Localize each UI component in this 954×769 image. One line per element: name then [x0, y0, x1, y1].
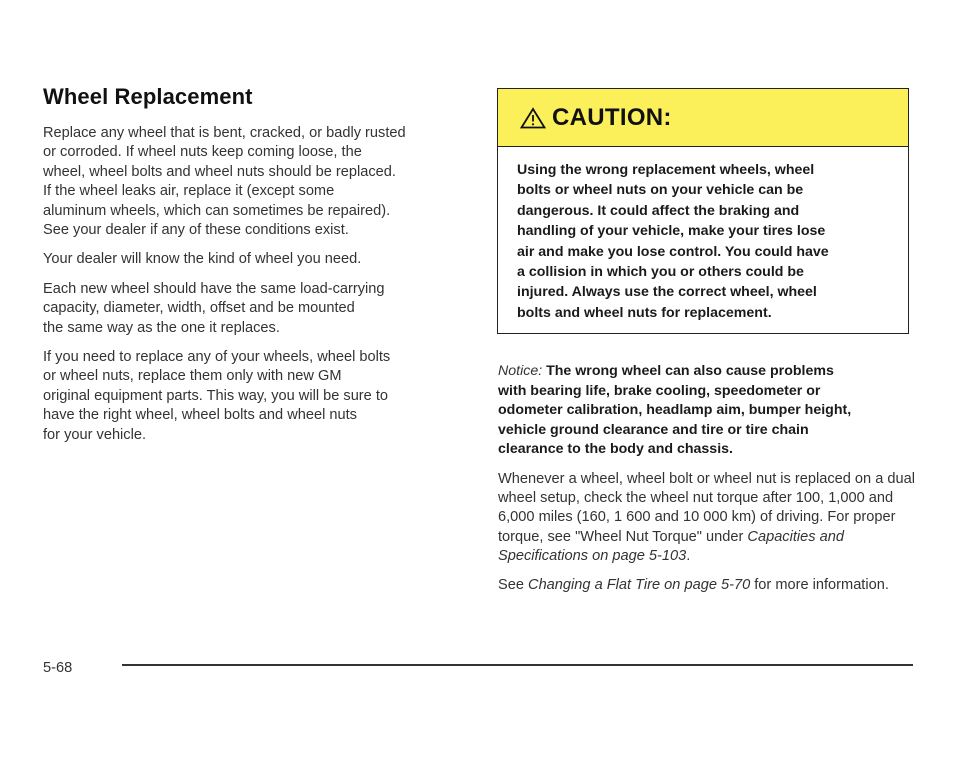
warning-triangle-icon [520, 107, 546, 129]
caution-header [498, 89, 908, 147]
paragraph-torque [498, 470, 918, 566]
caution-box [497, 88, 909, 334]
notice-text: The wrong wheel can also cause problems with bearing life, brake cooling, speedometer or odometer calibration, headlamp aim, bumper height, vehicle ground clearance and tire or tire chain clearance to the body and chassis. [498, 363, 852, 458]
torque-text-end: . [686, 547, 691, 564]
paragraph-replace-wheel: Replace any wheel that is bent, cracked, or badly rusted or corroded. If wheel nuts keep coming loose, the wheel, wheel bolts and wheel nuts should be replaced. If the wheel leaks air, replace it (except some aluminum wheels, which can sometimes be repaired). See your dealer if any of these conditions exist. [43, 125, 406, 239]
caution-body: Using the wrong replacement wheels, wheel bolts or wheel nuts on your vehicle can be dangerous. It could affect the braking and handling of your vehicle, make your tires lose air and make you lose control. You could have a collision in which you or others could be injured. Always use the correct wheel, wheel bolts and wheel nuts for replacement. [517, 162, 829, 321]
page-number: 5-68 [43, 660, 73, 676]
capacities-reference-link[interactable]: Capacities and Specifications on page 5-103 [498, 528, 844, 564]
footer-divider [122, 664, 913, 666]
torque-text: Whenever a wheel, wheel bolt or wheel nut is replaced on a dual wheel setup, check the wheel nut torque after 100, 1,000 and 6,000 miles (160, 1 600 and 10 000 km) of driving. For proper torque, see "Wheel Nut Torque" under [498, 470, 915, 545]
paragraph-see-also [498, 576, 918, 595]
see-text: See [498, 576, 529, 593]
paragraph-gm-parts: If you need to replace any of your wheels, wheel bolts or wheel nuts, replace them only with new GM original equipment parts. This way, you will be sure to have the right wheel, wheel bolts and wheel nuts for your vehicle. [43, 349, 391, 443]
left-column [43, 84, 468, 455]
section-title: Wheel Replacement [43, 84, 253, 109]
paragraph-new-wheel: Each new wheel should have the same load-carrying capacity, diameter, width, offset and be mounted the same way as the one it replaces. [43, 280, 385, 336]
paragraph-dealer: Your dealer will know the kind of wheel you need. [43, 251, 362, 268]
caution-title: CAUTION: [552, 103, 672, 131]
right-column [498, 362, 918, 605]
notice-paragraph [498, 362, 918, 460]
see-text-end: for more information. [750, 576, 889, 593]
flat-tire-reference-link[interactable]: Changing a Flat Tire on page 5-70 [528, 576, 751, 593]
notice-label: Notice: [498, 363, 543, 379]
